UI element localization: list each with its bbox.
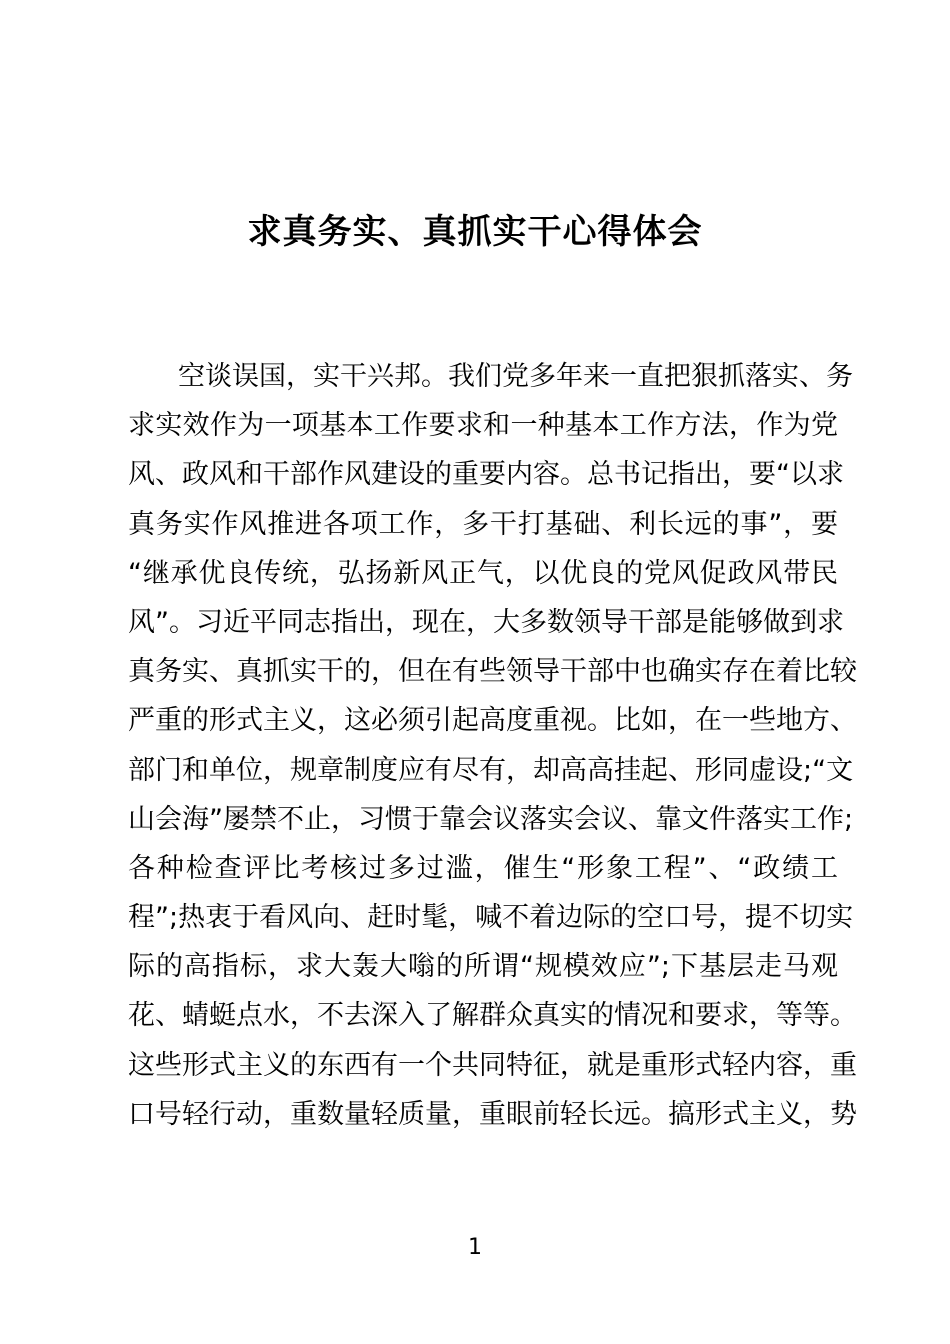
text-line: 空谈误国，实干兴邦。我们党多年来一直把狠抓落实、务	[178, 361, 853, 392]
document-title: 求真务实、真抓实干心得体会	[247, 212, 703, 252]
text-line: 严重的形式主义，这必须引起高度重视。比如，在一些地方、	[128, 705, 857, 737]
page-number: 1	[468, 1235, 482, 1260]
text-line: 求实效作为一项基本工作要求和一种基本工作方法，作为党	[128, 410, 838, 442]
body-paragraph	[128, 352, 857, 1139]
text-line: 山会海”屡禁不止，习惯于靠会议落实会议、靠文件落实工作;	[128, 803, 854, 835]
text-line: 真务实作风推进各项工作，多干打基础、利长远的事”，要	[128, 508, 838, 540]
text-line: 程”;热衷于看风向、赶时髦，喊不着边际的空口号，提不切实	[128, 902, 854, 934]
text-line: 这些形式主义的东西有一个共同特征，就是重形式轻内容，重	[128, 1049, 857, 1081]
text-line: 风”。习近平同志指出，现在，大多数领导干部是能够做到求	[128, 606, 844, 638]
text-line: 各种检查评比考核过多过滥，催生“形象工程”、“政绩工	[128, 852, 838, 884]
text-line: 部门和单位，规章制度应有尽有，却高高挂起、形同虚设;“文	[128, 754, 854, 786]
text-line: “继承优良传统，弘扬新风正气，以优良的党风促政风带民	[128, 557, 838, 589]
text-line: 风、政风和干部作风建设的重要内容。总书记指出，要“以求	[128, 459, 844, 491]
text-line: 口号轻行动，重数量轻质量，重眼前轻长远。搞形式主义，势	[128, 1098, 857, 1130]
text-line: 真务实、真抓实干的，但在有些领导干部中也确实存在着比较	[128, 656, 857, 688]
text-line: 际的高指标，求大轰大嗡的所谓“规模效应”;下基层走马观	[128, 951, 838, 983]
text-line: 花、蜻蜓点水，不去深入了解群众真实的情况和要求，等等。	[128, 1000, 857, 1032]
